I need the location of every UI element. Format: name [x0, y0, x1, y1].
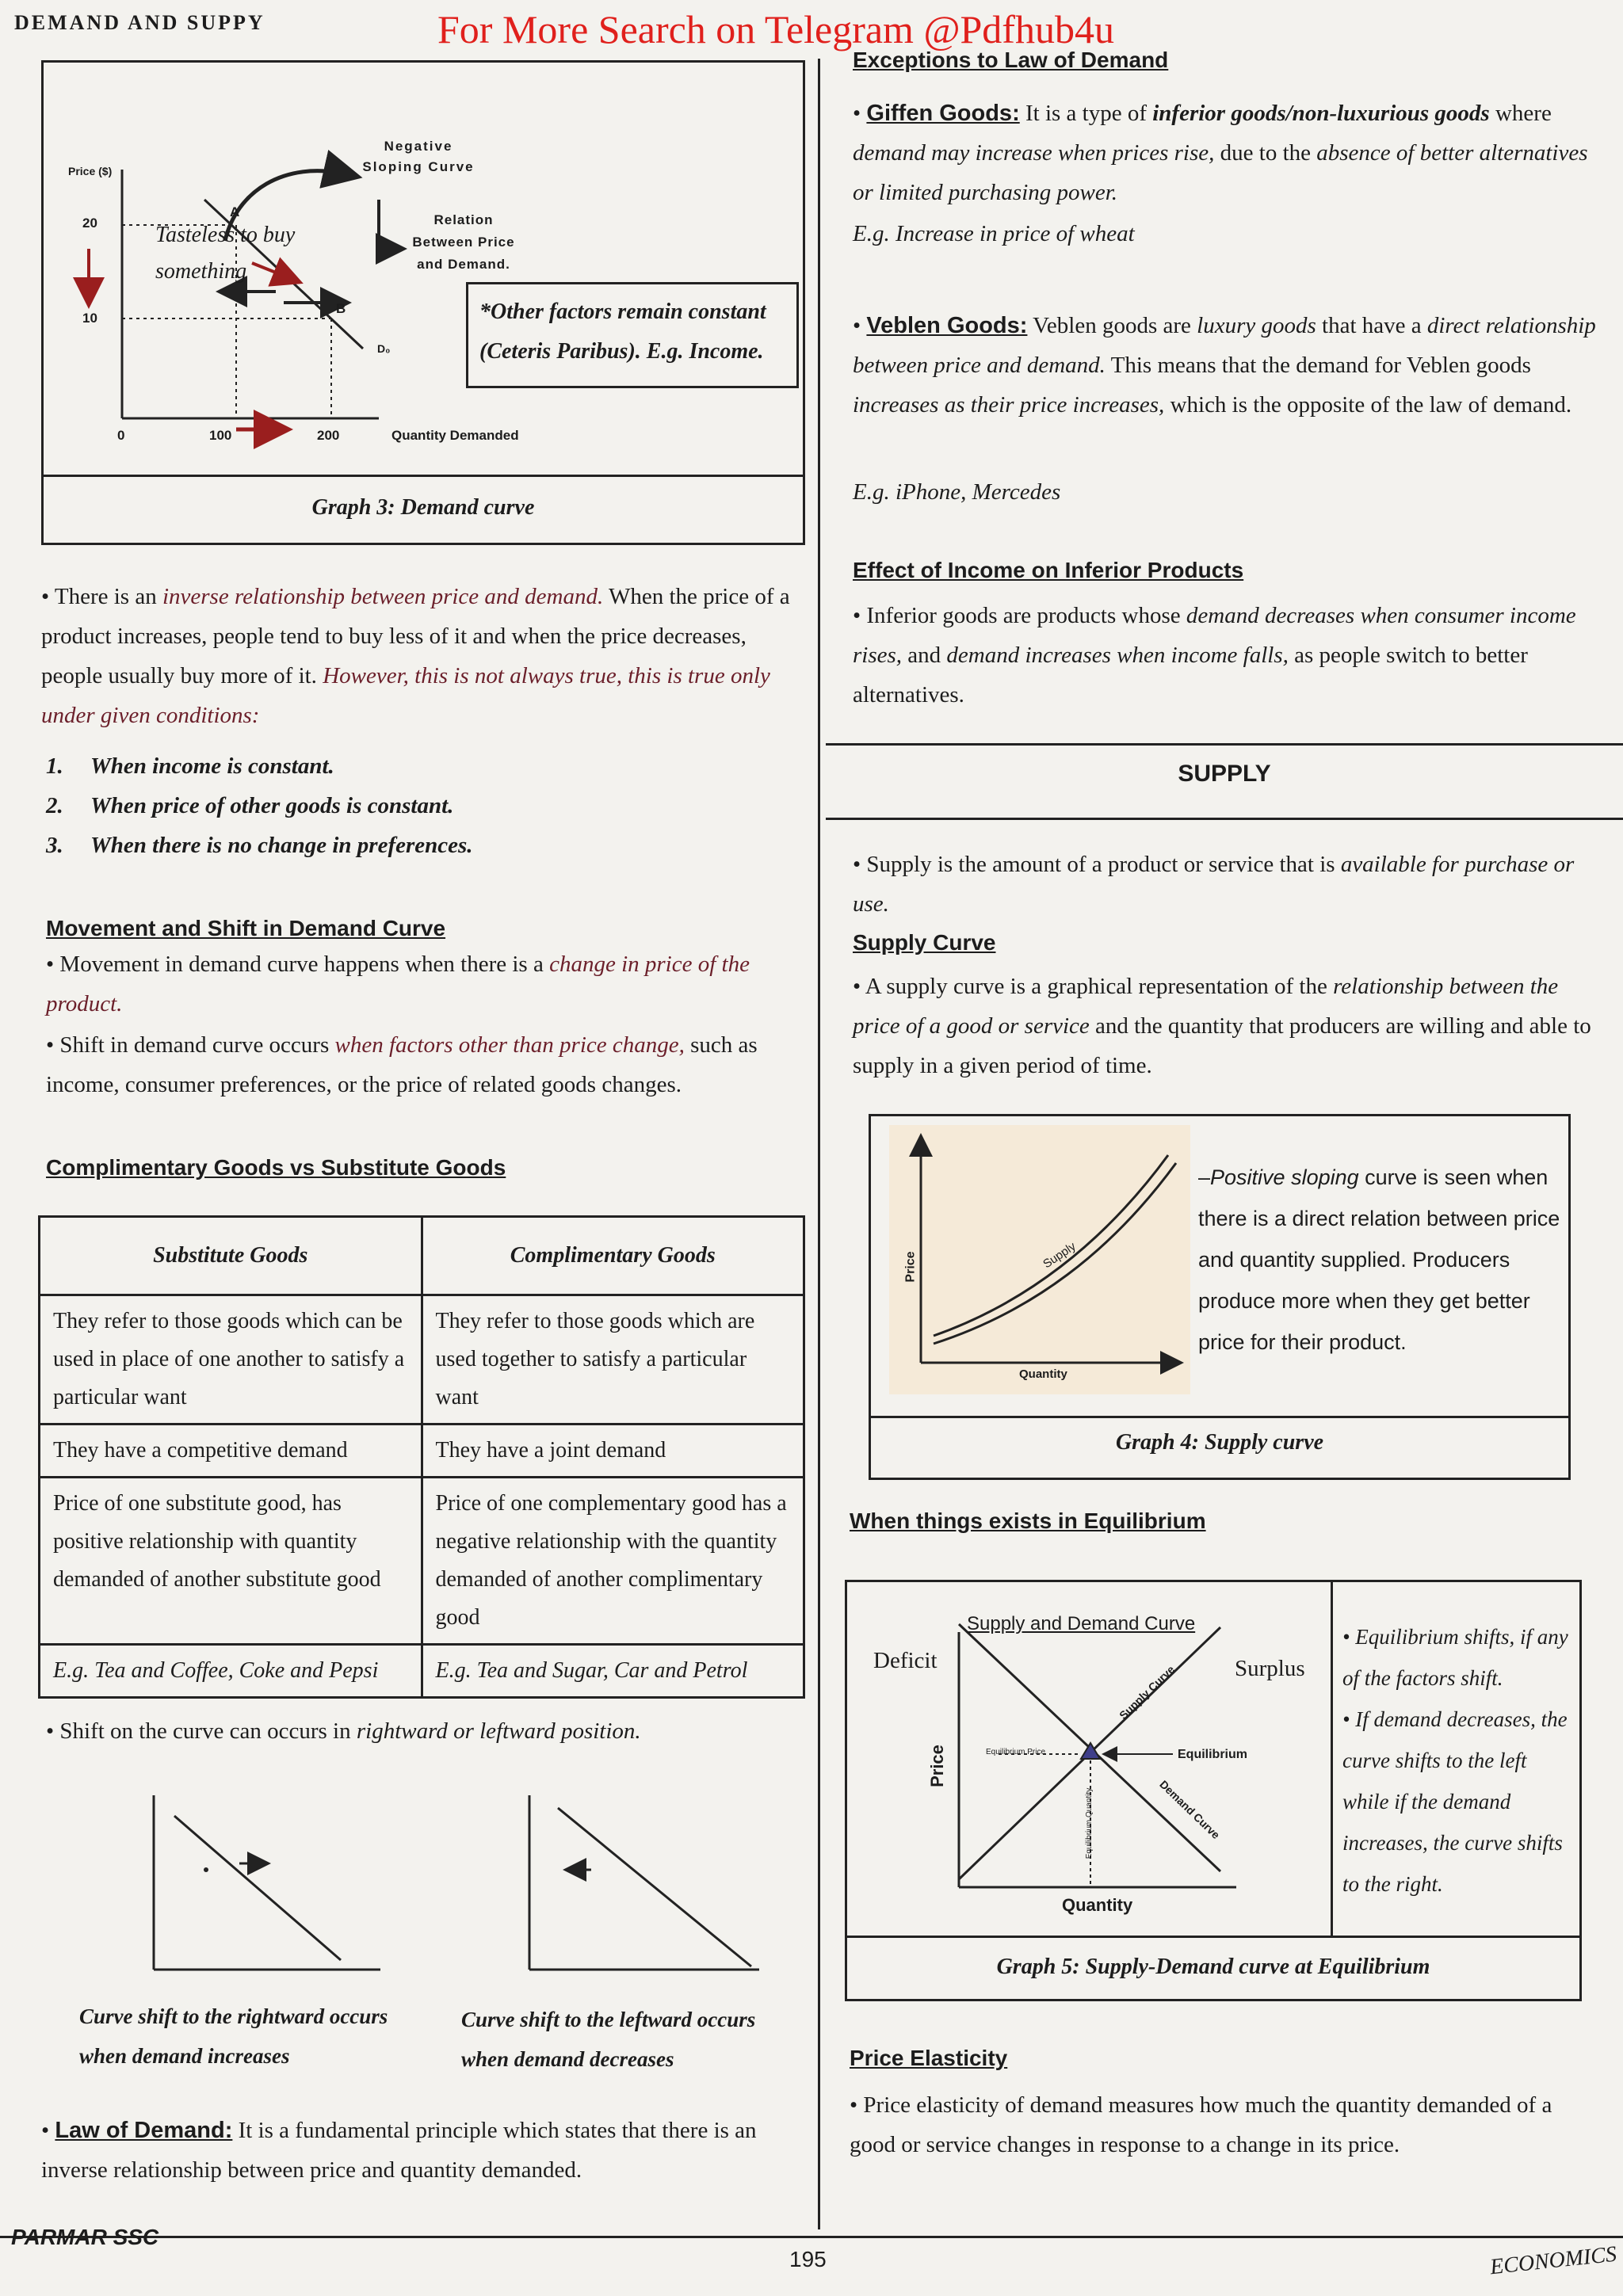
conditions-list: [46, 746, 799, 865]
graph5-caption: Graph 5: Supply-Demand curve at Equilibrium: [996, 1955, 1430, 1979]
income-heading: Effect of Income on Inferior Products: [853, 558, 1244, 582]
graph5-notes: • Equilibrium shifts, if any of the factors shift. • If demand decreases, the curve shifts to the left while if the demand increases, the curve shifts to the right.: [1342, 1625, 1568, 1896]
demand-intro: • There is an inverse relationship between price and demand. When the price of a product increases, people tend to buy less of it and when the price decreases, people usually buy more of it. However, this is not always true, this is true only under given conditions:: [41, 584, 790, 728]
table-row: E.g. Tea and Coffee, Coke and Pepsi E.g. Tea and Sugar, Car and Petrol: [40, 1645, 804, 1698]
equilibrium-heading: When things exists in Equilibrium: [850, 1508, 1206, 1533]
table-header-row: [40, 1217, 804, 1295]
graph3-point-a: A: [230, 204, 240, 219]
veblen-goods-paragraph: • Veblen Goods: Veblen goods are luxury goods that have a direct relationship between price and demand. This means that the demand for Veblen goods increases as their price increases, which is the opposite of the law of demand.: [853, 313, 1596, 418]
graph5-surplus-label: Surplus: [1235, 1656, 1305, 1681]
veblen-example: E.g. iPhone, Mercedes: [853, 479, 1061, 505]
graph3-annotation: Tasteless to buy something: [155, 223, 296, 284]
footer-subject: ECONOMICS: [1488, 2241, 1618, 2280]
goods-comparison-table: [38, 1215, 805, 1699]
rightward-shift-graph: [143, 1787, 388, 1978]
movement-paragraph-1: • Movement in demand curve happens when there is a change in price of the product.: [46, 952, 750, 1016]
graph5-x-label: Quantity: [1062, 1895, 1133, 1915]
graph3-tick-10: 10: [82, 311, 97, 326]
page-number: 195: [789, 2247, 827, 2271]
graph3-note-box: *Other factors remain constant (Ceteris Paribus). E.g. Income.: [466, 282, 799, 388]
graph4-description: –Positive sloping curve is seen when there is a direct relation between price and quantity supplied. Producers produce more when they get better price for their product.: [1198, 1165, 1560, 1354]
graph3-caption: Graph 3: Demand curve: [311, 495, 535, 520]
graph5-deficit-label: Deficit: [873, 1648, 938, 1673]
graph3-tick-200: 200: [317, 428, 340, 443]
supply-demand-graph: [856, 1592, 1323, 1925]
graph3-tick-0: 0: [117, 428, 125, 443]
rightward-shift-caption: Curve shift to the rightward occurs when demand increases: [79, 2004, 388, 2068]
table-row: They refer to those goods which can be used in place of one another to satisfy a particular want They refer to those goods which are used together to satisfy a particular want: [40, 1295, 804, 1425]
footer-publisher: PARMAR SSC: [11, 2225, 159, 2249]
graph3-x-axis-label: Quantity Demanded: [391, 428, 519, 443]
graph5-equilibrium-label: Equilibrium: [1178, 1748, 1247, 1761]
movement-heading: Movement and Shift in Demand Curve: [46, 916, 446, 940]
graph3-tick-100: 100: [209, 428, 232, 443]
movement-paragraph-2: • Shift in demand curve occurs when factors other than price change, such as income, consumer preferences, or the price of related goods changes.: [46, 1032, 758, 1097]
column-divider: [818, 59, 820, 2229]
graph3-negative-label: Negative Sloping Curve: [362, 139, 475, 174]
supply-curve-paragraph: • A supply curve is a graphical representation of the relationship between the price of a good or service and the quantity that producers are willing and able to supply in a given period of time.: [853, 974, 1591, 1078]
running-header: DEMAND AND SUPPY: [14, 11, 265, 34]
graph5-eq-price-label: Equilibrium Price: [986, 1748, 1046, 1756]
graph3-relation-label: Relation Between Price and Demand.: [412, 212, 515, 272]
supply-curve-heading: Supply Curve: [853, 930, 996, 955]
giffen-goods-paragraph: • Giffen Goods: It is a type of inferior goods/non-luxurious goods where demand may increase when prices rise, due to the absence of better alternatives or limited purchasing power.: [853, 101, 1588, 205]
graph3-point-b: B: [336, 301, 346, 316]
table-header-substitute: Substitute Goods: [40, 1217, 422, 1295]
exceptions-heading: Exceptions to Law of Demand: [853, 48, 1169, 72]
goods-heading: Complimentary Goods vs Substitute Goods: [46, 1155, 506, 1180]
graph4-curve-label: Supply: [1041, 1239, 1079, 1272]
income-paragraph: • Inferior goods are products whose demand decreases when consumer income rises, and demand increases when income falls, as people switch to better alternatives.: [853, 603, 1576, 707]
shift-direction-text: • Shift on the curve can occurs in rightward or leftward position.: [46, 1718, 641, 1744]
elasticity-paragraph: • Price elasticity of demand measures how much the quantity demanded of a good or service changes in response to a change in its price.: [850, 2092, 1552, 2157]
supply-definition: • Supply is the amount of a product or service that is available for purchase or use.: [853, 852, 1575, 917]
graph5-supply-curve-label: Supply Curve: [1117, 1662, 1178, 1722]
supply-title: SUPPLY: [1178, 761, 1271, 787]
graph5-demand-curve-label: Demand Curve: [1157, 1777, 1223, 1842]
elasticity-heading: Price Elasticity: [850, 2046, 1008, 2070]
graph4-caption: Graph 4: Supply curve: [1115, 1430, 1324, 1455]
giffen-example: E.g. Increase in price of wheat: [853, 221, 1135, 246]
graph3-curve-label: D₀: [377, 342, 391, 355]
table-row: They have a competitive demand They have a joint demand: [40, 1425, 804, 1478]
leftward-shift-graph: [514, 1787, 767, 1978]
goods-table-wrap: [38, 1215, 805, 1699]
graph3-y-axis-label: Price ($): [68, 165, 113, 177]
law-of-demand: • Law of Demand: It is a fundamental principle which states that there is an inverse relationship between price and quantity demanded.: [41, 2118, 757, 2183]
table-header-complimentary: Complimentary Goods: [422, 1217, 804, 1295]
condition-item: 2. When price of other goods is constant.: [46, 793, 454, 818]
table-row: Price of one substitute good, has positive relationship with quantity demanded of another substitute good Price of one complementary good has a negative relationship with the quantity demanded of another complimentary good: [40, 1478, 804, 1645]
condition-item: 3. When there is no change in preferences.: [46, 833, 473, 858]
graph4-y-label: Price: [903, 1251, 918, 1283]
condition-item: 1. When income is constant.: [46, 753, 334, 779]
graph4-x-label: Quantity: [1019, 1367, 1067, 1381]
graph3-tick-20: 20: [82, 215, 97, 231]
graph5-y-label: Price: [926, 1745, 947, 1787]
graph5-title: Supply and Demand Curve: [967, 1613, 1196, 1634]
telegram-watermark[interactable]: For More Search on Telegram @Pdfhub4u: [437, 7, 1114, 51]
graph5-eq-qty-label: Equilibrium Quantity: [1085, 1787, 1094, 1859]
leftward-shift-caption: Curve shift to the leftward occurs when demand decreases: [461, 2008, 756, 2071]
